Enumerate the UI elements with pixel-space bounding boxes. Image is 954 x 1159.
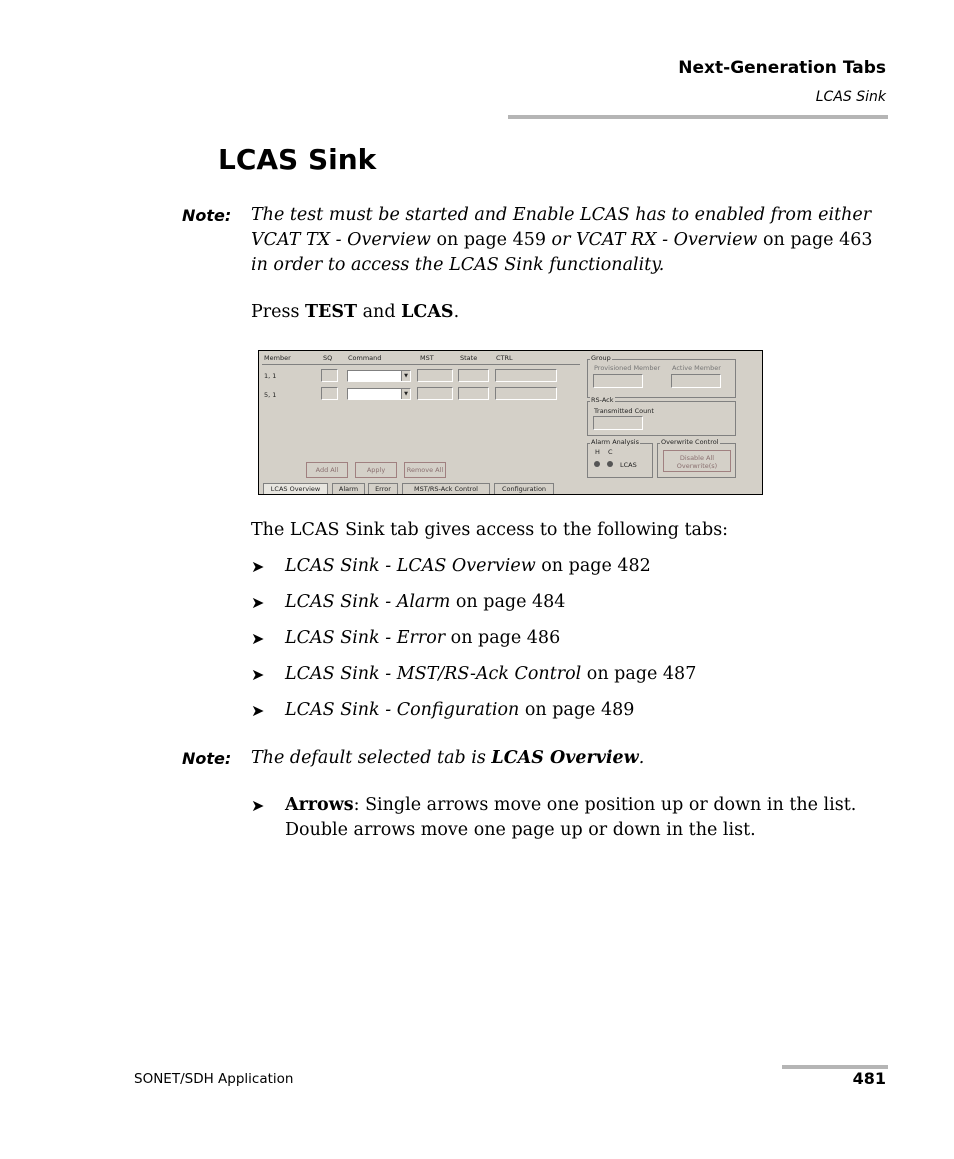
add-all-button[interactable]: Add All bbox=[306, 462, 348, 478]
alarm-c-label: C bbox=[608, 448, 613, 456]
bullet-link[interactable]: LCAS Sink - Error bbox=[285, 628, 446, 648]
lcas-sink-screenshot bbox=[258, 350, 763, 495]
provisioned-member-field bbox=[593, 374, 643, 388]
chevron-down-icon[interactable]: ▼ bbox=[401, 389, 410, 399]
sq-field bbox=[321, 369, 338, 382]
running-header-subsection: LCAS Sink bbox=[815, 89, 886, 105]
column-header-state: State bbox=[460, 354, 478, 362]
chevron-down-icon[interactable]: ▼ bbox=[401, 371, 410, 381]
note-link-vcat-rx[interactable]: or VCAT RX - Overview bbox=[551, 230, 758, 250]
group-title: Group bbox=[591, 354, 611, 362]
column-header-sq: SQ bbox=[323, 354, 333, 362]
ctrl-field bbox=[495, 369, 557, 382]
command-dropdown[interactable] bbox=[347, 388, 411, 400]
active-member-label: Active Member bbox=[672, 364, 721, 372]
note-label: Note: bbox=[182, 749, 232, 768]
transmitted-count-label: Transmitted Count bbox=[594, 407, 654, 415]
arrow-bullet-icon: ➤ bbox=[251, 593, 265, 612]
active-member-field bbox=[671, 374, 721, 388]
mst-field bbox=[417, 369, 453, 382]
arrow-bullet-icon: ➤ bbox=[251, 701, 265, 720]
arrow-bullet-icon: ➤ bbox=[251, 557, 265, 576]
member-row-label: 5, 1 bbox=[264, 391, 277, 399]
overwrite-control-title: Overwrite Control bbox=[661, 438, 719, 446]
arrow-bullet-icon: ➤ bbox=[251, 665, 265, 684]
bullet-link[interactable]: LCAS Sink - Alarm bbox=[285, 592, 451, 612]
note-label: Note: bbox=[182, 206, 232, 225]
tab-configuration[interactable]: Configuration bbox=[494, 483, 554, 495]
lcas-alarm-label: LCAS bbox=[620, 461, 637, 469]
state-field bbox=[458, 387, 489, 400]
header-rule bbox=[508, 115, 888, 119]
bullet-link[interactable]: LCAS Sink - MST/RS-Ack Control bbox=[285, 664, 582, 684]
column-header-member: Member bbox=[264, 354, 291, 362]
mst-field bbox=[417, 387, 453, 400]
note-text: The default selected tab is LCAS Overview. bbox=[251, 748, 645, 768]
command-dropdown[interactable] bbox=[347, 370, 411, 382]
remove-all-button[interactable]: Remove All bbox=[404, 462, 446, 478]
note-page-ref: on page 463 bbox=[757, 230, 873, 250]
tab-mst-rs-ack-control[interactable]: MST/RS-Ack Control bbox=[402, 483, 490, 495]
current-led-icon bbox=[607, 461, 613, 467]
running-header-section: Next-Generation Tabs bbox=[678, 58, 886, 78]
note-page-ref: on page 459 bbox=[430, 230, 552, 250]
page-number: 481 bbox=[852, 1069, 886, 1088]
bullet-link[interactable]: LCAS Sink - LCAS Overview bbox=[285, 556, 536, 576]
tab-alarm[interactable]: Alarm bbox=[332, 483, 365, 495]
column-header-mst: MST bbox=[420, 354, 434, 362]
state-field bbox=[458, 369, 489, 382]
transmitted-count-field bbox=[593, 416, 643, 430]
page-title: LCAS Sink bbox=[218, 143, 377, 176]
disable-all-overwrites-button[interactable]: Disable All Overwrite(s) bbox=[663, 450, 731, 472]
press-instruction: Press TEST and LCAS. bbox=[251, 302, 460, 322]
rs-ack-title: RS-Ack bbox=[591, 396, 614, 404]
history-led-icon bbox=[594, 461, 600, 467]
note-text-end: in order to access the LCAS Sink functionality. bbox=[251, 255, 665, 275]
sq-field bbox=[321, 387, 338, 400]
footer-title: SONET/SDH Application bbox=[134, 1071, 294, 1087]
alarm-analysis-title: Alarm Analysis bbox=[591, 438, 639, 446]
tab-lcas-overview[interactable]: LCAS Overview bbox=[263, 483, 328, 495]
ctrl-field bbox=[495, 387, 557, 400]
header-divider bbox=[262, 364, 580, 365]
tab-error[interactable]: Error bbox=[368, 483, 398, 495]
arrow-bullet-icon: ➤ bbox=[251, 629, 265, 648]
column-header-ctrl: CTRL bbox=[496, 354, 513, 362]
alarm-h-label: H bbox=[595, 448, 600, 456]
note-text bbox=[251, 203, 889, 278]
provisioned-member-label: Provisioned Member bbox=[594, 364, 661, 372]
column-header-command: Command bbox=[348, 354, 382, 362]
apply-button[interactable]: Apply bbox=[355, 462, 397, 478]
note-link-vcat-tx[interactable]: The test must be started and Enable LCAS has to enabled from either VCAT TX - Overview bbox=[251, 205, 872, 250]
intro-text: The LCAS Sink tab gives access to the following tabs: bbox=[251, 520, 729, 540]
arrow-bullet-icon: ➤ bbox=[251, 796, 265, 815]
member-row-label: 1, 1 bbox=[264, 372, 277, 380]
bullet-link[interactable]: LCAS Sink - Configuration bbox=[285, 700, 520, 720]
